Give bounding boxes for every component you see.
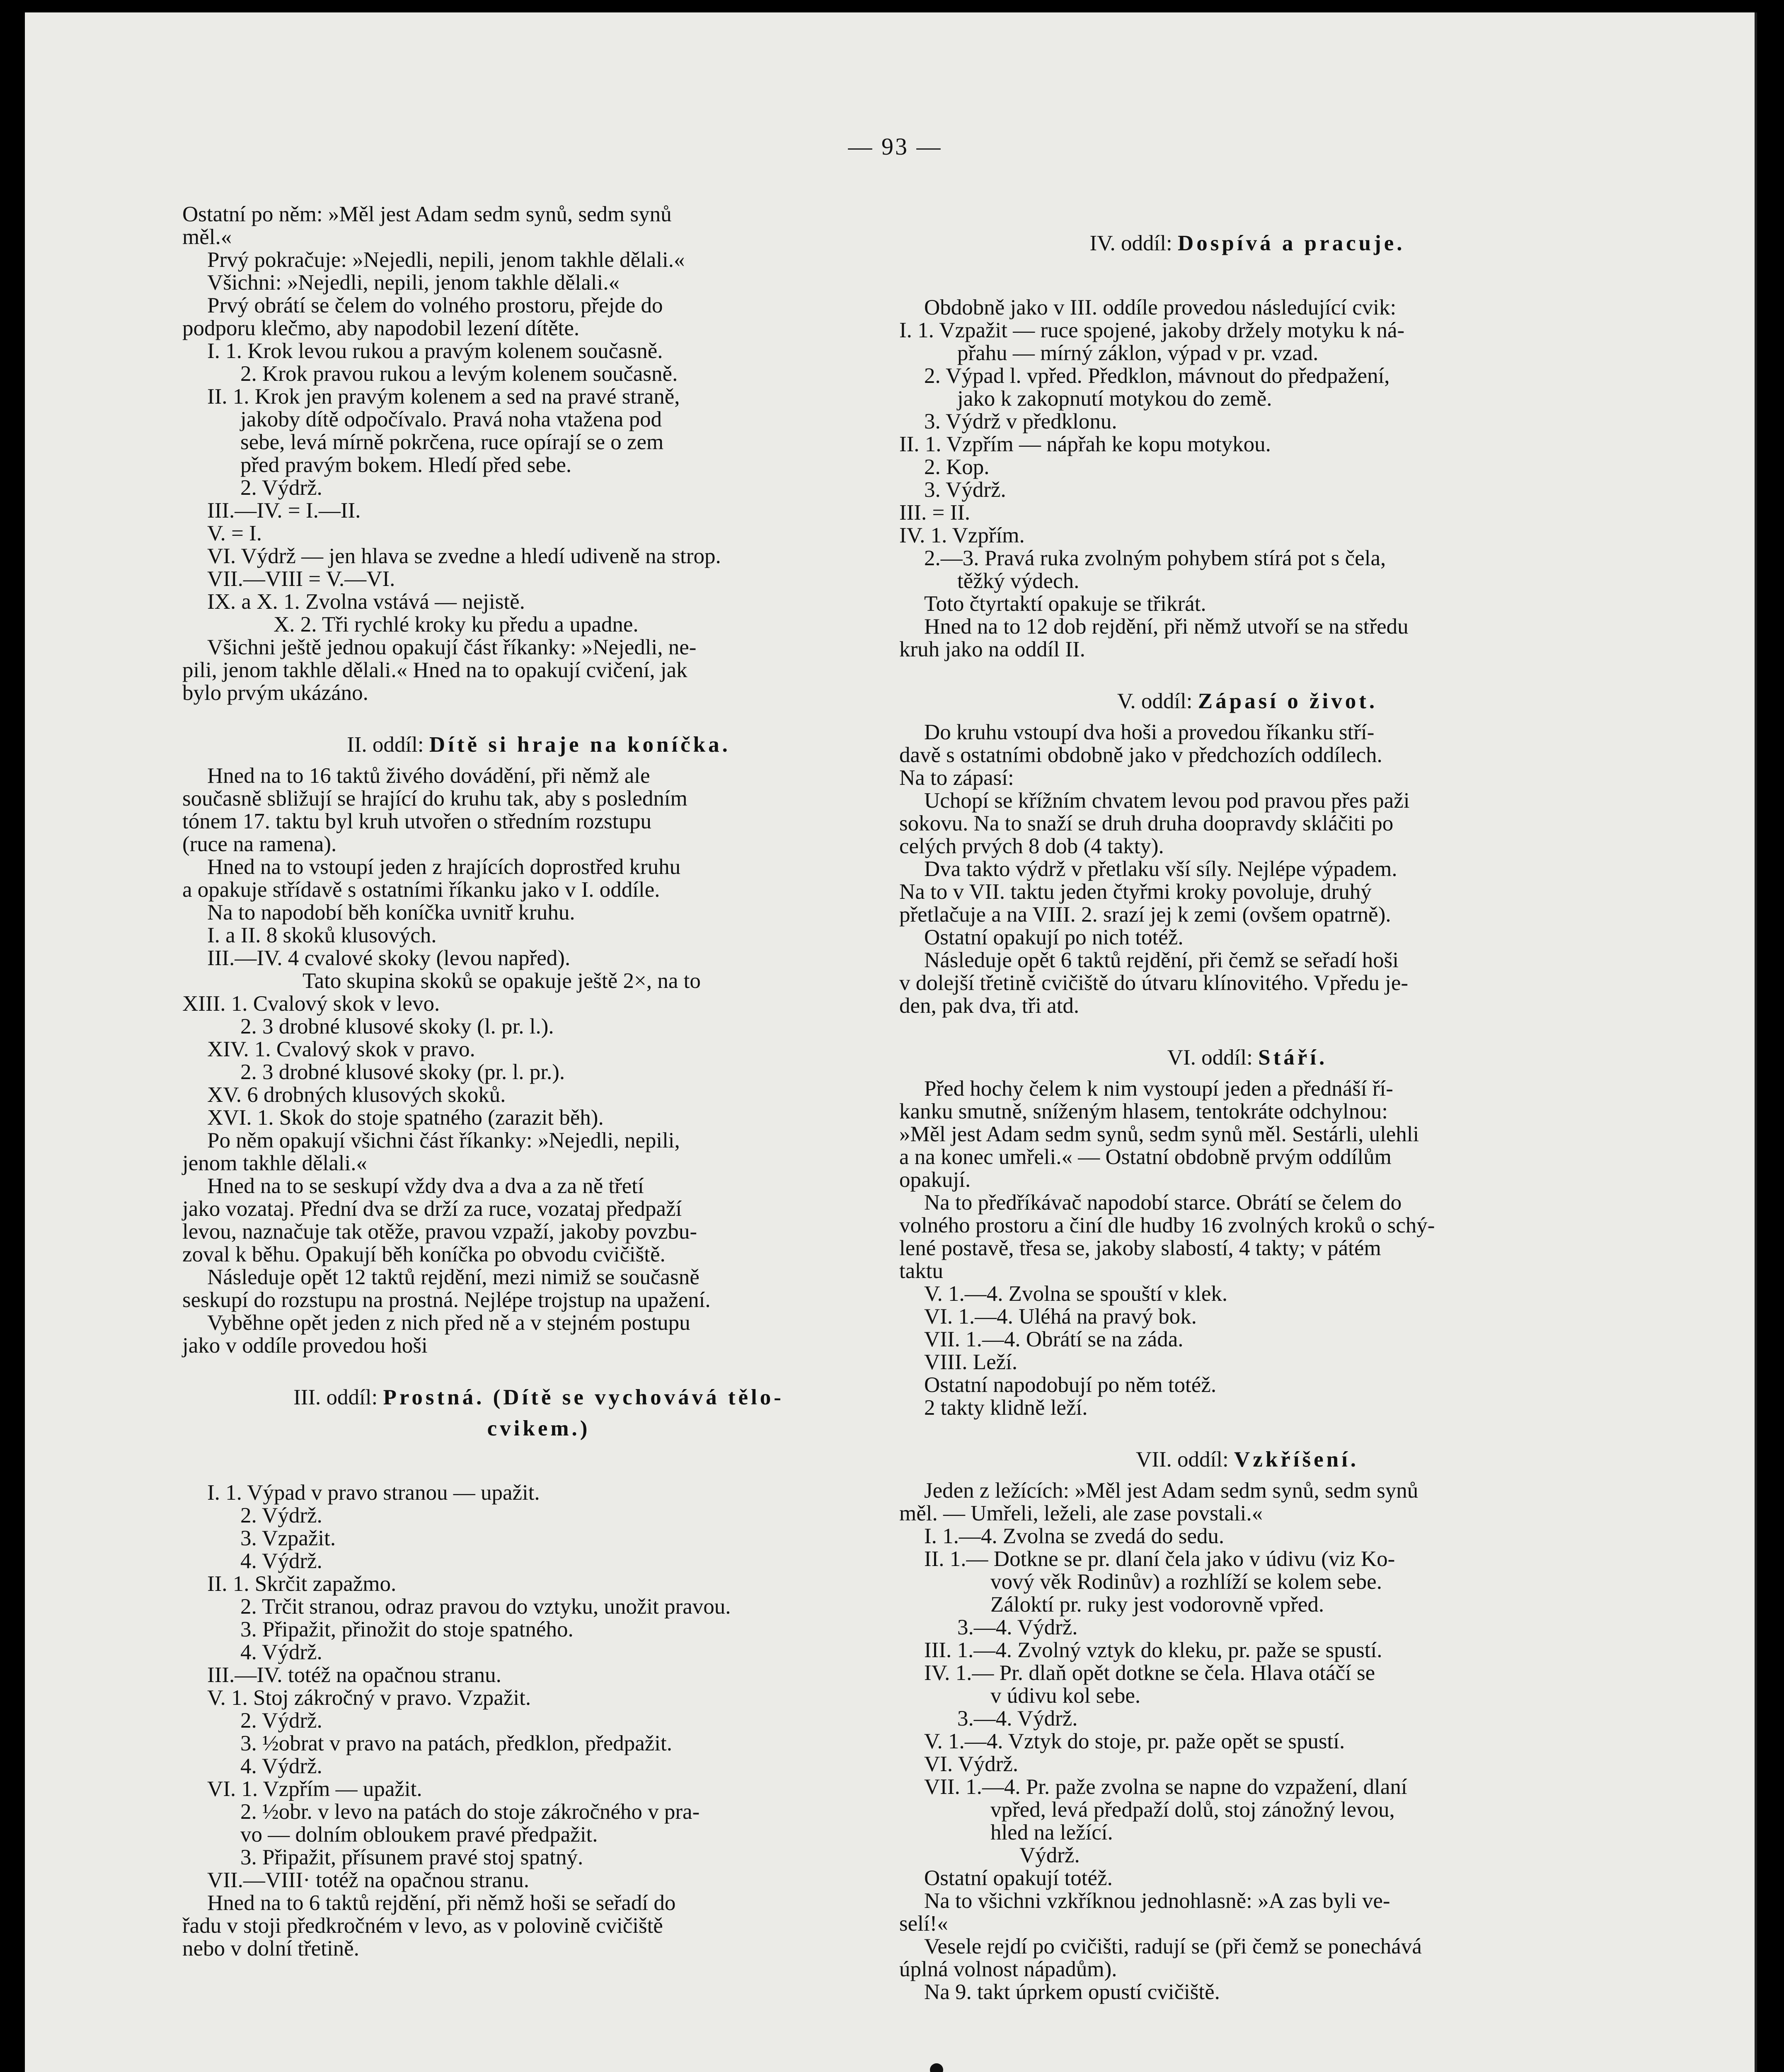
section-heading xyxy=(899,232,1595,255)
text-line: sebe, levá mírně pokrčena, ruce opírají se o zem xyxy=(240,430,664,454)
text-line: Následuje opět 12 taktů rejdění, mezi nimiž se současně xyxy=(207,1265,700,1289)
text-line: kruh jako na oddíl II. xyxy=(899,637,1085,661)
section-heading-title: Stáří. xyxy=(1258,1046,1328,1070)
text-line: Následuje opět 6 taktů rejdění, při čemž se seřadí hoši xyxy=(924,948,1399,972)
text-line: 3. Vzpažit. xyxy=(240,1526,336,1550)
text-line: a opakuje střídavě s ostatními říkanku jako v I. oddíle. xyxy=(182,878,660,902)
text-line: tónem 17. taktu byl kruh utvořen o středním rozstupu xyxy=(182,809,651,833)
text-line: V. 1. Stoj zákročný v pravo. Vzpažit. xyxy=(207,1686,531,1710)
text-line: VII.—VIII = V.—VI. xyxy=(207,567,395,591)
text-line: 3. ½obrat v pravo na patách, předklon, předpažit. xyxy=(240,1731,672,1755)
text-line: levou, naznačuje tak otěže, pravou vzpaží, jakoby povzbu- xyxy=(182,1220,697,1244)
text-line: sokovu. Na to snaží se druh druha doopravdy skláčiti po xyxy=(899,811,1394,835)
text-line: Toto čtyrtaktí opakuje se třikrát. xyxy=(924,592,1206,616)
section-heading-prefix: VII. oddíl: xyxy=(1135,1447,1234,1472)
text-line: Na to předříkávač napodobí starce. Obrátí se čelem do xyxy=(924,1191,1402,1215)
text-line: 2. Výdrž. xyxy=(240,476,322,500)
text-line: 4. Výdrž. xyxy=(240,1640,322,1664)
text-line: (ruce na ramena). xyxy=(182,832,337,856)
text-line: XVI. 1. Skok do stoje spatného (zarazit běh). xyxy=(207,1106,604,1130)
text-line: I. 1. Výpad v pravo stranou — upažit. xyxy=(207,1481,540,1505)
section-heading-title: Vzkříšení. xyxy=(1234,1447,1359,1472)
text-line: Vesele rejdí po cvičišti, radují se (při čemž se ponechává xyxy=(924,1934,1422,1958)
spacer xyxy=(899,263,1595,296)
section-heading xyxy=(182,1386,895,1409)
text-line: 2. Výdrž. xyxy=(240,1503,322,1527)
spacer xyxy=(182,1448,895,1481)
text-line: II. 1. Skrčit zapažmo. xyxy=(207,1572,397,1596)
text-line: Na to všichni vzkříknou jednohlasně: »A zas byli ve- xyxy=(924,1889,1390,1913)
section-heading-title: Prostná. (Dítě se vychovává tělo- xyxy=(383,1385,784,1409)
text-line: I. 1. Krok levou rukou a pravým kolenem současně. xyxy=(207,339,663,363)
text-line: nebo v dolní třetině. xyxy=(182,1936,359,1961)
text-line: IX. a X. 1. Zvolna vstává — nejistě. xyxy=(207,590,525,614)
text-line: vový věk Rodinův) a rozhlíží se kolem sebe. xyxy=(990,1570,1382,1594)
text-line: současně sbližují se hrající do kruhu tak, aby s posledním xyxy=(182,787,687,811)
text-line: jako k zakopnutí motykou do země. xyxy=(957,387,1272,411)
text-line: Hned na to 6 taktů rejdění, při němž hoši se seřadí do xyxy=(207,1891,676,1915)
text-line: 2. Výdrž. xyxy=(240,1709,322,1733)
text-line: IV. 1.— Pr. dlaň opět dotkne se čela. Hlava otáčí se xyxy=(924,1661,1375,1685)
text-line: bylo prvým ukázáno. xyxy=(182,681,368,705)
section-heading-title: Dospívá a pracuje. xyxy=(1178,231,1405,255)
text-line: 3. Připažit, přinožit do stoje spatného. xyxy=(240,1617,574,1641)
text-line: XIV. 1. Cvalový skok v pravo. xyxy=(207,1037,475,1061)
text-line: Uchopí se křížním chvatem levou pod pravou přes paži xyxy=(924,789,1410,813)
text-line: Ostatní po něm: »Měl jest Adam sedm synů, sedm synů xyxy=(182,202,672,226)
section-heading-title: Zápasí o život. xyxy=(1198,689,1378,713)
text-line: V. 1.—4. Vztyk do stoje, pr. paže opět se spustí. xyxy=(924,1729,1345,1753)
text-line: 3.—4. Výdrž. xyxy=(957,1615,1078,1639)
text-line: Hned na to vstoupí jeden z hrajících doprostřed kruhu xyxy=(207,855,681,879)
text-line: V. = I. xyxy=(207,521,262,545)
section-heading-prefix: IV. oddíl: xyxy=(1089,231,1178,255)
page-number: — 93 — xyxy=(848,133,942,160)
text-line: VI. Výdrž. xyxy=(924,1752,1019,1776)
text-line: 3. Výdrž. xyxy=(924,478,1006,502)
text-line: 2. Krok pravou rukou a levým kolenem současně. xyxy=(240,362,678,386)
text-line: přetlačuje a na VIII. 2. srazí jej k zemi (ovšem opatrně). xyxy=(899,903,1391,927)
section-heading-prefix: VI. oddíl: xyxy=(1167,1046,1259,1070)
text-line: Obdobně jako v III. oddíle provedou následující cvik: xyxy=(924,295,1397,320)
text-line: taktu xyxy=(899,1259,943,1283)
text-line: Všichni ještě jednou opakují část říkanky: »Nejedli, ne- xyxy=(207,635,697,659)
section-heading-prefix: III. oddíl: xyxy=(293,1385,383,1409)
text-line: řadu v stoji předkročném v levo, as v polovině cvičiště xyxy=(182,1914,663,1938)
text-line: Na to napodobí běh koníčka uvnitř kruhu. xyxy=(207,900,575,925)
text-line: vo — dolním obloukem pravé předpažit. xyxy=(240,1823,598,1847)
text-line: Hned na to se seskupí vždy dva a dva a za ně třetí xyxy=(207,1174,644,1198)
text-line: III.—IV. = I.—II. xyxy=(207,499,361,523)
text-line: Do kruhu vstoupí dva hoši a provedou říkanku stří- xyxy=(924,720,1375,744)
text-line: jakoby dítě odpočívalo. Pravá noha vtažena pod xyxy=(240,407,662,431)
text-line: volného prostoru a činí dle hudby 16 zvolných kroků o schý- xyxy=(899,1213,1435,1237)
text-line: Tato skupina skoků se opakuje ještě 2×, na to xyxy=(303,969,701,993)
scanned-page xyxy=(25,12,1757,2072)
text-line: 2. ½obr. v levo na patách do stoje zákročného v pra- xyxy=(240,1800,700,1824)
text-line: VI. 1. Vzpřím — upažit. xyxy=(207,1777,422,1801)
text-line: I. 1.—4. Zvolna se zvedá do sedu. xyxy=(924,1524,1225,1548)
text-line: Na to v VII. taktu jeden čtyřmi kroky povoluje, druhý xyxy=(899,880,1372,904)
text-line: těžký výdech. xyxy=(957,569,1080,593)
text-line: III. = II. xyxy=(899,501,971,525)
text-line: XIII. 1. Cvalový skok v levo. xyxy=(182,992,440,1016)
text-line: 2 takty klidně leží. xyxy=(924,1396,1088,1420)
text-line: 3. Připažit, přísunem pravé stoj spatný. xyxy=(240,1845,583,1869)
text-line: VII.—VIII· totéž na opačnou stranu. xyxy=(207,1868,530,1892)
text-line: Výdrž. xyxy=(1019,1843,1080,1867)
text-line: II. 1. Vzpřím — nápřah ke kopu motykou. xyxy=(899,432,1271,456)
section-heading xyxy=(899,690,1595,713)
text-line: III.—IV. totéž na opačnou stranu. xyxy=(207,1663,501,1687)
text-line: Hned na to 12 dob rejdění, při němž utvoří se na středu xyxy=(924,615,1409,639)
text-line: 3.—4. Výdrž. xyxy=(957,1706,1078,1731)
text-line: selí!« xyxy=(899,1912,948,1936)
text-line: Prvý pokračuje: »Nejedli, nepili, jenom takhle dělali.« xyxy=(207,248,685,272)
text-line: celých prvých 8 dob (4 takty). xyxy=(899,834,1164,858)
text-line: Záloktí pr. ruky jest vodorovně vpřed. xyxy=(990,1593,1324,1617)
text-line: I. 1. Vzpažit — ruce spojené, jakoby držely motyku k ná- xyxy=(899,318,1405,342)
section-heading xyxy=(182,1417,895,1440)
text-line: 4. Výdrž. xyxy=(240,1754,322,1778)
text-line: VIII. Leží. xyxy=(924,1350,1018,1374)
text-line: XV. 6 drobných klusových skoků. xyxy=(207,1083,506,1107)
text-line: lené postavě, třesa se, jakoby slabostí, 4 takty; v pátém xyxy=(899,1236,1381,1260)
text-line: II. 1. Krok jen pravým kolenem a sed na pravé straně, xyxy=(207,385,680,409)
text-line: Jeden z ležících: »Měl jest Adam sedm synů, sedm synů xyxy=(924,1479,1418,1503)
text-line: Na to zápasí: xyxy=(899,766,1014,790)
text-line: kanku smutně, sníženým hlasem, tentokráte odchylnou: xyxy=(899,1099,1388,1123)
text-line: III.—IV. 4 cvalové skoky (levou napřed). xyxy=(207,946,571,970)
text-line: v dolejší třetině cvičiště do útvaru klínovitého. Vpředu je- xyxy=(899,971,1409,995)
floral-ornament-icon xyxy=(854,2055,953,2072)
text-line: a na konec umřeli.« — Ostatní obdobně prvým oddílům xyxy=(899,1145,1392,1169)
text-line: jako v oddíle provedou hoši xyxy=(182,1334,428,1358)
text-line: Ostatní opakují po nich totéž. xyxy=(924,925,1184,949)
text-line: Ostatní opakují totéž. xyxy=(924,1866,1113,1890)
text-line: VI. Výdrž — jen hlava se zvedne a hledí udiveně na strop. xyxy=(207,544,721,568)
text-line: seskupí do rozstupu na prostná. Nejlépe trojstup na upažení. xyxy=(182,1288,711,1312)
text-line: úplná volnost nápadům). xyxy=(899,1957,1117,1981)
text-line: Před hochy čelem k nim vystoupí jeden a přednáší ří- xyxy=(924,1077,1393,1101)
text-line: Po něm opakují všichni část říkanky: »Nejedli, nepili, xyxy=(207,1128,680,1152)
right-column xyxy=(899,203,1595,2004)
left-column xyxy=(182,203,895,1960)
section-heading xyxy=(899,1448,1595,1471)
text-line: přahu — mírný záklon, výpad v pr. vzad. xyxy=(957,341,1319,365)
text-line: V. 1.—4. Zvolna se spouští v klek. xyxy=(924,1282,1228,1306)
text-line: IV. 1. Vzpřím. xyxy=(899,523,1025,547)
text-line: 2. Trčit stranou, odraz pravou do vztyku, unožit pravou. xyxy=(240,1595,731,1619)
text-line: VI. 1.—4. Uléhá na pravý bok. xyxy=(924,1305,1197,1329)
section-heading xyxy=(182,733,895,756)
text-line: opakují. xyxy=(899,1168,971,1192)
text-line: vpřed, levá předpaží dolů, stoj zánožný levou, xyxy=(990,1798,1395,1822)
text-line: podporu klečmo, aby napodobil lezení dítěte. xyxy=(182,316,580,340)
text-line: zoval k běhu. Opakují běh koníčka po obvodu cvičiště. xyxy=(182,1242,666,1266)
section-heading-prefix: II. oddíl: xyxy=(347,733,429,757)
text-line: Všichni: »Nejedli, nepili, jenom takhle dělali.« xyxy=(207,271,620,295)
section-heading xyxy=(899,1046,1595,1069)
text-line: Ostatní napodobují po něm totéž. xyxy=(924,1373,1217,1397)
text-line: VII. 1.—4. Obrátí se na záda. xyxy=(924,1327,1184,1351)
text-line: Hned na to 16 taktů živého dovádění, při němž ale xyxy=(207,764,650,788)
text-line: 2. 3 drobné klusové skoky (pr. l. pr.). xyxy=(240,1060,565,1084)
text-line: I. a II. 8 skoků klusových. xyxy=(207,923,437,947)
section-heading-title: cvikem.) xyxy=(487,1416,591,1440)
text-line: 2. Kop. xyxy=(924,455,990,479)
text-line: 2.—3. Pravá ruka zvolným pohybem stírá pot s čela, xyxy=(924,546,1386,570)
text-line: 4. Výdrž. xyxy=(240,1549,322,1573)
text-line: III. 1.—4. Zvolný vztyk do kleku, pr. paže se spustí. xyxy=(924,1638,1382,1662)
text-line: jenom takhle dělali.« xyxy=(182,1151,367,1175)
text-line: jako vozataj. Přední dva se drží za ruce, vozataj předpaží xyxy=(182,1197,682,1221)
text-line: »Měl jest Adam sedm synů, sedm synů měl. Sestárli, ulehli xyxy=(899,1122,1419,1146)
text-line: měl. — Umřeli, leželi, ale zase povstali.« xyxy=(899,1501,1263,1525)
text-line: Na 9. takt úprkem opustí cvičiště. xyxy=(924,1980,1220,2004)
text-line: 2. Výpad l. vpřed. Předklon, mávnout do předpažení, xyxy=(924,364,1390,388)
section-heading-prefix: V. oddíl: xyxy=(1117,689,1198,713)
text-line: 2. 3 drobné klusové skoky (l. pr. l.). xyxy=(240,1014,554,1038)
text-line: II. 1.— Dotkne se pr. dlaní čela jako v údivu (viz Ko- xyxy=(924,1547,1395,1571)
text-line: den, pak dva, tři atd. xyxy=(899,994,1080,1018)
text-line: před pravým bokem. Hledí před sebe. xyxy=(240,453,572,477)
text-line: VII. 1.—4. Pr. paže zvolna se napne do vzpažení, dlaní xyxy=(924,1775,1407,1799)
text-line: X. 2. Tři rychlé kroky ku předu a upadne. xyxy=(274,612,639,637)
text-line: hled na ležící. xyxy=(990,1820,1113,1844)
text-line: Vyběhne opět jeden z nich před ně a v stejném postupu xyxy=(207,1311,690,1335)
text-line: v údivu kol sebe. xyxy=(990,1684,1141,1708)
section-heading-title: Dítě si hraje na koníčka. xyxy=(429,733,731,757)
text-line: pili, jenom takhle dělali.« Hned na to opakují cvičení, jak xyxy=(182,658,687,682)
text-line: 3. Výdrž v předklonu. xyxy=(924,409,1117,433)
text-line: měl.« xyxy=(182,225,232,249)
text-line: davě s ostatními obdobně jako v předchozích oddílech. xyxy=(899,743,1382,767)
text-line: Prvý obrátí se čelem do volného prostoru, přejde do xyxy=(207,293,663,317)
text-line: Dva takto výdrž v přetlaku vší síly. Nejlépe výpadem. xyxy=(924,857,1397,881)
